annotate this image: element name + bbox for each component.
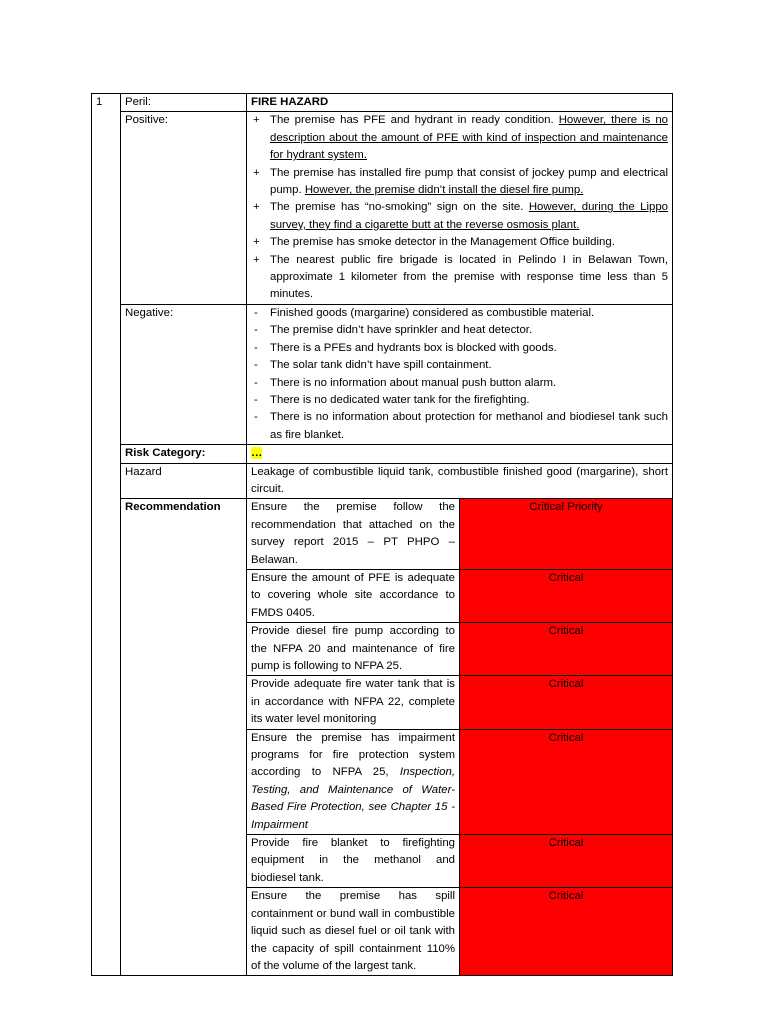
- list-item: - The premise didn’t have sprinkler and heat detector.: [251, 322, 668, 339]
- recommendation-text-italic: Inspection, Testing, and Maintenance of Water-Based Fire Protection, see Chapter 15 - Impairment: [251, 766, 455, 831]
- negative-row: [92, 304, 673, 444]
- list-item: - There is no information about protection for methanol and biodiesel tank such as fire blanket.: [251, 409, 668, 444]
- hazard-label: Hazard: [121, 463, 247, 499]
- risk-category-row: [92, 445, 673, 463]
- recommendation-text: Provide diesel fire pump according to the NFPA 20 and maintenance of fire pump is following to NFPA 25.: [247, 623, 460, 676]
- positive-note: However, there is no description about the amount of PFE with kind of inspection and maintenance for hydrant system.: [270, 114, 668, 162]
- list-item: - There is no dedicated water tank for the firefighting.: [251, 392, 668, 409]
- peril-value: FIRE HAZARD: [247, 94, 673, 112]
- priority-badge: Critical Priority: [460, 499, 673, 570]
- positive-note: However, during the Lippo survey, they find a cigarette butt at the reverse osmosis plant.: [270, 201, 669, 231]
- positive-label: Positive:: [121, 112, 247, 304]
- positive-text: The premise has “no-smoking” sign on the site.: [270, 201, 529, 214]
- recommendation-row: [92, 499, 673, 570]
- list-item: [251, 199, 668, 234]
- positive-note: However, the premise didn’t install the diesel fire pump.: [304, 184, 584, 197]
- priority-badge: Critical: [460, 569, 673, 622]
- list-item: [251, 252, 668, 304]
- row-number: 1: [92, 94, 121, 976]
- risk-category-value: …: [251, 447, 263, 460]
- positive-list: [251, 112, 668, 303]
- list-item: [251, 234, 668, 251]
- risk-category-cell: [247, 445, 673, 463]
- positive-text: The premise has installed fire pump that consist of jockey pump and electrical pump.: [270, 166, 668, 197]
- recommendation-text: [247, 729, 460, 834]
- list-item: - There is a PFEs and hydrants box is blocked with goods.: [251, 340, 668, 357]
- hazard-value: Leakage of combustible liquid tank, combustible finished good (margarine), short circuit.: [247, 463, 673, 499]
- positive-content: [247, 112, 673, 304]
- positive-text: The premise has PFE and hydrant in ready condition.: [270, 114, 559, 127]
- priority-badge: Critical: [460, 623, 673, 676]
- peril-row: [92, 94, 673, 112]
- list-item: - Finished goods (margarine) considered as combustible material.: [251, 305, 668, 322]
- peril-label: Peril:: [121, 94, 247, 112]
- list-item: [251, 165, 668, 200]
- priority-badge: Critical: [460, 835, 673, 888]
- negative-label: Negative:: [121, 304, 247, 444]
- negative-list: [251, 305, 668, 444]
- negative-content: [247, 304, 673, 444]
- recommendation-label: Recommendation: [121, 499, 247, 976]
- fire-hazard-table: [91, 93, 673, 976]
- recommendation-text-plain: Ensure the premise has impairment programs for fire protection system according to NFPA 25,: [251, 731, 455, 779]
- risk-category-label: Risk Category:: [121, 445, 247, 463]
- positive-text: The premise has smoke detector in the Management Office building.: [270, 236, 615, 249]
- recommendation-text: Ensure the premise has spill containment or bund wall in combustible liquid such as diesel fuel or oil tank with the capacity of spill containment 110% of the volume of the largest tank.: [247, 888, 460, 976]
- priority-badge: Critical: [460, 676, 673, 729]
- recommendation-text: Ensure the premise follow the recommendation that attached on the survey report 2015 – PT PHPO – Belawan.: [247, 499, 460, 570]
- priority-badge: Critical: [460, 729, 673, 834]
- priority-badge: Critical: [460, 888, 673, 976]
- positive-text: The nearest public fire brigade is located in Pelindo I in Belawan Town, approximate 1 kilometer from the premise with response time less than 5 minutes.: [270, 253, 668, 301]
- list-item: - The solar tank didn’t have spill containment.: [251, 357, 668, 374]
- positive-row: [92, 112, 673, 304]
- hazard-row: [92, 463, 673, 499]
- list-item: [251, 112, 668, 164]
- recommendation-text: Provide adequate fire water tank that is in accordance with NFPA 22, complete its water level monitoring: [247, 676, 460, 729]
- recommendation-text: Provide fire blanket to firefighting equipment in the methanol and biodiesel tank.: [247, 835, 460, 888]
- list-item: - There is no information about manual push button alarm.: [251, 375, 668, 392]
- recommendation-text: Ensure the amount of PFE is adequate to covering whole site accordance to FMDS 0405.: [247, 569, 460, 622]
